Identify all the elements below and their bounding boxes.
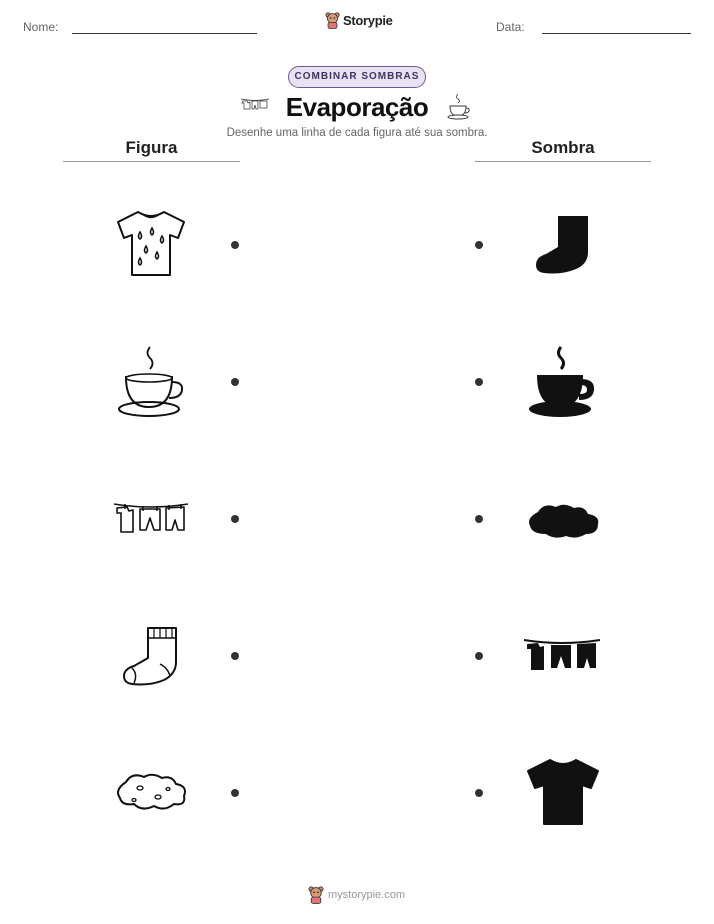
cup-shadow [527, 345, 597, 419]
name-line[interactable] [72, 33, 257, 34]
shadow-dot-5[interactable] [475, 789, 483, 797]
instructions: Desenhe uma linha de cada figura até sua sombra. [226, 127, 488, 139]
column-header-figura: Figura [125, 138, 178, 157]
date-line[interactable] [542, 33, 691, 34]
clothesline-shadow [522, 634, 602, 676]
brand-name: Storypie [343, 13, 393, 28]
shadow-dot-1[interactable] [475, 241, 483, 249]
wet-shirt-icon [112, 208, 190, 280]
date-label: Data: [496, 20, 525, 34]
column-header-sombra: Sombra [531, 138, 595, 157]
sock-icon [120, 624, 182, 688]
footer [308, 886, 405, 904]
column-rule-right [475, 161, 651, 162]
steaming-cup-icon [116, 345, 186, 419]
bear-mascot-icon [308, 886, 324, 904]
figure-dot-1[interactable] [231, 241, 239, 249]
bear-mascot-icon [325, 12, 340, 29]
cup-decoration-icon [446, 92, 472, 120]
puddle-icon [112, 770, 190, 814]
shirt-shadow [524, 756, 602, 828]
figure-dot-3[interactable] [231, 515, 239, 523]
name-label: Nome: [23, 20, 59, 34]
figure-dot-4[interactable] [231, 652, 239, 660]
figure-dot-2[interactable] [231, 378, 239, 386]
shadow-dot-3[interactable] [475, 515, 483, 523]
column-rule-left [63, 161, 240, 162]
figure-dot-5[interactable] [231, 789, 239, 797]
footer-url[interactable]: mystorypie.com [328, 889, 406, 901]
shadow-dot-4[interactable] [475, 652, 483, 660]
page-title: Evaporação [285, 92, 429, 122]
shadow-dot-2[interactable] [475, 378, 483, 386]
clothesline-icon [112, 498, 190, 538]
clothesline-decoration-icon [240, 96, 270, 112]
brand-logo [325, 12, 393, 29]
puddle-shadow [524, 500, 602, 542]
sock-shadow [532, 212, 594, 278]
activity-badge: COMBINAR SOMBRAS [288, 66, 426, 88]
